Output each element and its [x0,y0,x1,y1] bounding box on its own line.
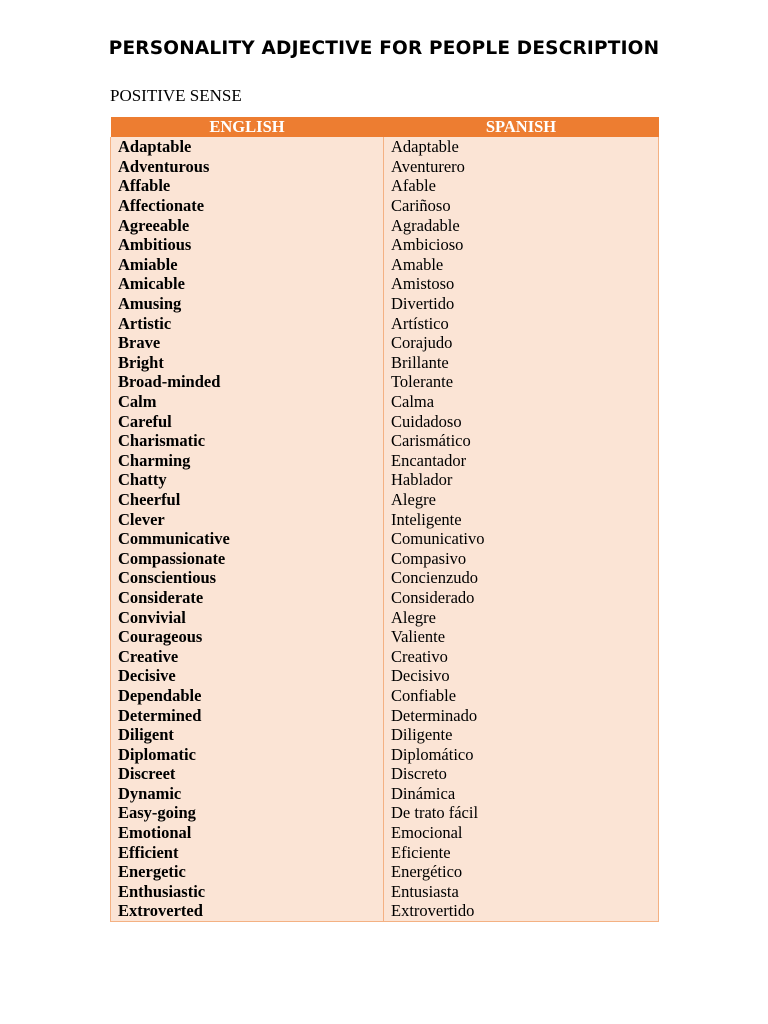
english-word-cell: Ambitious [111,235,384,255]
table-row [111,744,659,764]
table-row [111,235,659,255]
table-row [111,196,659,216]
english-word-cell: Considerate [111,588,384,608]
table-row [111,255,659,275]
table-row [111,784,659,804]
table-row [111,725,659,745]
spanish-word-cell: Carismático [384,431,659,451]
spanish-word-cell: Divertido [384,294,659,314]
table-row [111,313,659,333]
table-row [111,215,659,235]
spanish-word-cell: Valiente [384,627,659,647]
table-row [111,764,659,784]
table-row [111,686,659,706]
spanish-word-cell: Ambicioso [384,235,659,255]
spanish-word-cell: Brillante [384,353,659,373]
english-word-cell: Cheerful [111,490,384,510]
english-word-cell: Clever [111,509,384,529]
english-word-cell: Discreet [111,764,384,784]
english-word-cell: Determined [111,705,384,725]
table-row [111,274,659,294]
section-label: POSITIVE SENSE [110,86,242,105]
table-row [111,823,659,843]
spanish-word-cell: Amistoso [384,274,659,294]
table-row [111,548,659,568]
spanish-word-cell: Extrovertido [384,901,659,921]
table-row [111,470,659,490]
english-word-cell: Agreeable [111,215,384,235]
english-word-cell: Adventurous [111,157,384,177]
english-word-cell: Compassionate [111,548,384,568]
spanish-word-cell: Agradable [384,215,659,235]
english-word-cell: Extroverted [111,901,384,921]
spanish-word-cell: Considerado [384,588,659,608]
spanish-word-cell: Confiable [384,686,659,706]
english-word-cell: Charismatic [111,431,384,451]
spanish-word-cell: Diplomático [384,744,659,764]
table-row [111,509,659,529]
english-word-cell: Amicable [111,274,384,294]
table-row [111,137,659,157]
table-row [111,842,659,862]
spanish-word-cell: Hablador [384,470,659,490]
table-row [111,176,659,196]
english-word-cell: Charming [111,451,384,471]
spanish-word-cell: Cuidadoso [384,411,659,431]
spanish-word-cell: Alegre [384,490,659,510]
table-row [111,451,659,471]
table-row [111,490,659,510]
spanish-word-cell: Aventurero [384,157,659,177]
table-row [111,333,659,353]
spanish-word-cell: De trato fácil [384,803,659,823]
table-row [111,646,659,666]
english-word-cell: Dependable [111,686,384,706]
table-body [111,137,659,921]
spanish-word-cell: Alegre [384,607,659,627]
table-row [111,372,659,392]
spanish-word-cell: Decisivo [384,666,659,686]
spanish-word-cell: Corajudo [384,333,659,353]
spanish-word-cell: Encantador [384,451,659,471]
english-word-cell: Amiable [111,255,384,275]
english-word-cell: Energetic [111,862,384,882]
spanish-word-cell: Determinado [384,705,659,725]
english-word-cell: Enthusiastic [111,882,384,902]
english-word-cell: Decisive [111,666,384,686]
table-row [111,411,659,431]
table-row [111,529,659,549]
table-row [111,431,659,451]
english-word-cell: Efficient [111,842,384,862]
table-row [111,862,659,882]
english-word-cell: Courageous [111,627,384,647]
table-row [111,157,659,177]
table-row [111,607,659,627]
english-word-cell: Broad-minded [111,372,384,392]
english-word-cell: Chatty [111,470,384,490]
english-word-cell: Calm [111,392,384,412]
english-word-cell: Diplomatic [111,744,384,764]
spanish-word-cell: Diligente [384,725,659,745]
english-word-cell: Dynamic [111,784,384,804]
table-row [111,803,659,823]
spanish-word-cell: Comunicativo [384,529,659,549]
table-row [111,666,659,686]
english-word-cell: Diligent [111,725,384,745]
spanish-word-cell: Creativo [384,646,659,666]
english-word-cell: Emotional [111,823,384,843]
table-row [111,588,659,608]
table-row [111,901,659,921]
english-word-cell: Artistic [111,313,384,333]
english-word-cell: Brave [111,333,384,353]
table-row [111,627,659,647]
english-word-cell: Adaptable [111,137,384,157]
table-row [111,353,659,373]
spanish-word-cell: Energético [384,862,659,882]
english-word-cell: Bright [111,353,384,373]
column-header-english: ENGLISH [111,117,384,137]
english-word-cell: Amusing [111,294,384,314]
spanish-word-cell: Amable [384,255,659,275]
page-title: PERSONALITY ADJECTIVE FOR PEOPLE DESCRIPTION [108,38,660,59]
spanish-word-cell: Tolerante [384,372,659,392]
english-word-cell: Convivial [111,607,384,627]
table-row [111,568,659,588]
spanish-word-cell: Eficiente [384,842,659,862]
spanish-word-cell: Concienzudo [384,568,659,588]
english-word-cell: Easy-going [111,803,384,823]
spanish-word-cell: Calma [384,392,659,412]
english-word-cell: Careful [111,411,384,431]
table-header-row [111,117,659,137]
spanish-word-cell: Emocional [384,823,659,843]
spanish-word-cell: Adaptable [384,137,659,157]
english-word-cell: Affectionate [111,196,384,216]
english-word-cell: Creative [111,646,384,666]
spanish-word-cell: Artístico [384,313,659,333]
english-word-cell: Conscientious [111,568,384,588]
spanish-word-cell: Inteligente [384,509,659,529]
spanish-word-cell: Cariñoso [384,196,659,216]
spanish-word-cell: Discreto [384,764,659,784]
english-word-cell: Affable [111,176,384,196]
table-row [111,294,659,314]
spanish-word-cell: Dinámica [384,784,659,804]
vocabulary-table [110,117,659,922]
english-word-cell: Communicative [111,529,384,549]
table-row [111,705,659,725]
spanish-word-cell: Entusiasta [384,882,659,902]
spanish-word-cell: Afable [384,176,659,196]
table-row [111,882,659,902]
spanish-word-cell: Compasivo [384,548,659,568]
table-row [111,392,659,412]
column-header-spanish: SPANISH [384,117,659,137]
